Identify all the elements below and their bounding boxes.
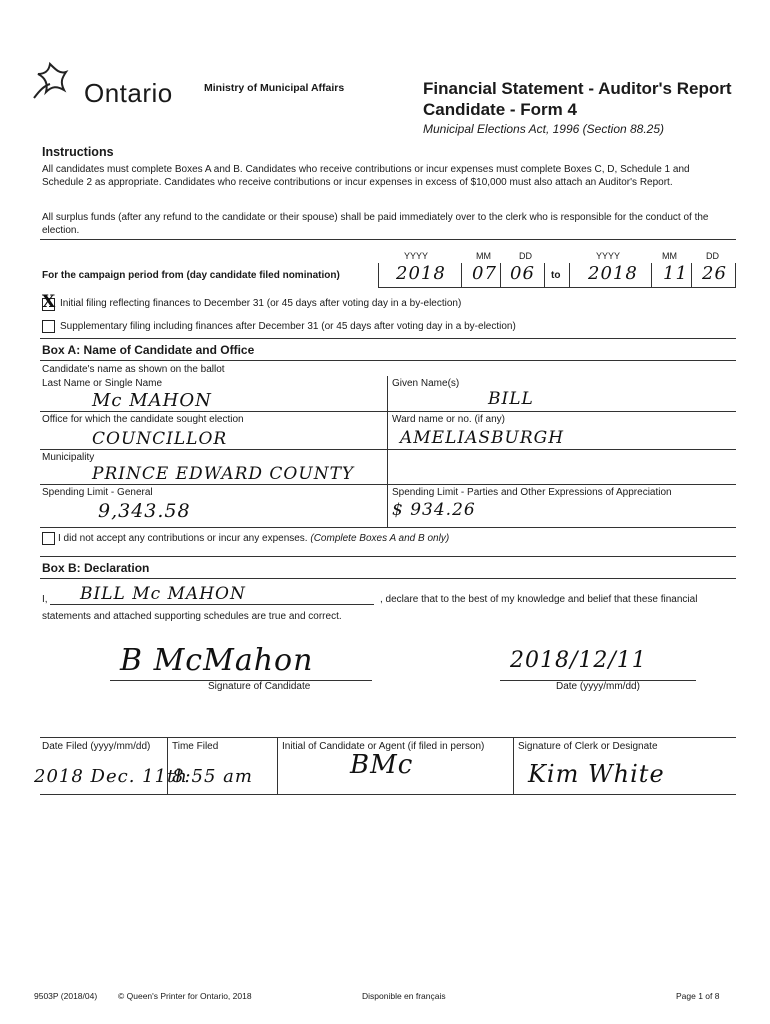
last-name-label: Last Name or Single Name bbox=[42, 378, 163, 389]
to-year-field[interactable]: 2018 bbox=[588, 263, 638, 284]
declaration-text-line2: statements and attached supporting schedules are true and correct. bbox=[42, 611, 342, 622]
form-code: 9503P (2018/04) bbox=[34, 991, 98, 1001]
clerk-signature-field[interactable]: Kim White bbox=[528, 760, 665, 788]
col-yyyy-to: YYYY bbox=[596, 251, 621, 261]
date-filed-label: Date Filed (yyyy/mm/dd) bbox=[42, 741, 151, 752]
last-name-field[interactable]: Mc MAHON bbox=[92, 390, 212, 411]
spending-limit-general-field[interactable]: 9,343.58 bbox=[98, 500, 191, 522]
no-contributions-note: (Complete Boxes A and B only) bbox=[310, 533, 450, 544]
date-filed-field[interactable]: 2018 Dec. 11th bbox=[34, 766, 188, 787]
to-month-field[interactable]: 11 bbox=[663, 263, 688, 284]
candidate-signature-label: Signature of Candidate bbox=[208, 681, 311, 692]
spending-limit-parties-label: Spending Limit - Parties and Other Expressions of Appreciation bbox=[392, 487, 672, 498]
act-reference: Municipal Elections Act, 1996 (Section 88.25) bbox=[423, 122, 665, 136]
campaign-period-label: For the campaign period from (day candidate filed nomination) bbox=[42, 270, 340, 281]
ontario-logo-text: Ontario bbox=[84, 78, 173, 108]
col-yyyy-from: YYYY bbox=[404, 251, 429, 261]
declarant-name-field[interactable]: BILL Mc MAHON bbox=[80, 584, 246, 604]
col-dd-from: DD bbox=[519, 251, 532, 261]
municipality-field[interactable]: PRINCE EDWARD COUNTY bbox=[92, 464, 355, 484]
printer-notice: © Queen's Printer for Ontario, 2018 bbox=[118, 991, 252, 1001]
ballot-name-note: Candidate's name as shown on the ballot bbox=[42, 364, 225, 375]
office-label: Office for which the candidate sought election bbox=[42, 414, 244, 425]
initial-candidate-agent-field[interactable]: BMc bbox=[350, 750, 414, 780]
ward-label: Ward name or no. (if any) bbox=[392, 414, 506, 425]
instructions-para1: All candidates must complete Boxes A and B. Candidates who receive contributions or incur expenses must complete Boxes C, D, Schedule 1 and Schedule 2 as appropriate. Candidates who receive contributions or incur expenses in excess of $10,000 must also attach an Auditor's Report. bbox=[42, 164, 690, 188]
instructions-para2: All surplus funds (after any refund to the candidate or their spouse) shall be paid immediately over to the clerk who is responsible for the conduct of the election. bbox=[42, 212, 709, 236]
supplementary-filing-checkbox[interactable] bbox=[42, 320, 55, 333]
col-mm-to: MM bbox=[662, 251, 677, 261]
time-filed-label: Time Filed bbox=[172, 741, 219, 752]
candidate-signature-field[interactable]: B McMahon bbox=[120, 643, 314, 678]
spending-limit-parties-field[interactable]: $ 934.26 bbox=[392, 500, 476, 520]
to-day-field[interactable]: 26 bbox=[702, 263, 727, 284]
from-month-field[interactable]: 07 bbox=[472, 263, 497, 284]
box-b-title: Box B: Declaration bbox=[42, 561, 150, 575]
ward-field[interactable]: AMELIASBURGH bbox=[400, 428, 565, 448]
spending-limit-general-label: Spending Limit - General bbox=[42, 487, 153, 498]
instructions-heading: Instructions bbox=[42, 145, 114, 159]
initial-filing-label: Initial filing reflecting finances to December 31 (or 45 days after voting day in a by-election) bbox=[60, 298, 462, 309]
supplementary-filing-label: Supplementary filing including finances after December 31 (or 45 days after voting day in a by-election) bbox=[60, 321, 516, 332]
given-name-field[interactable]: BILL bbox=[488, 389, 534, 409]
from-year-field[interactable]: 2018 bbox=[396, 263, 446, 284]
ministry-name: Ministry of Municipal Affairs bbox=[204, 82, 345, 94]
form-title-line2: Candidate - Form 4 bbox=[423, 100, 577, 119]
french-availability: Disponible en français bbox=[362, 991, 446, 1001]
from-day-field[interactable]: 06 bbox=[510, 263, 535, 284]
no-contributions-label bbox=[58, 533, 449, 544]
given-name-label: Given Name(s) bbox=[392, 378, 460, 389]
declaration-text: , declare that to the best of my knowledge and belief that these financial bbox=[380, 594, 698, 605]
no-contributions-text: I did not accept any contributions or incur any expenses. bbox=[58, 533, 308, 544]
clerk-signature-label: Signature of Clerk or Designate bbox=[518, 741, 658, 752]
col-dd-to: DD bbox=[706, 251, 719, 261]
time-filed-field[interactable]: 8:55 am bbox=[172, 766, 253, 787]
declaration-date-field[interactable]: 2018/12/11 bbox=[510, 648, 647, 673]
initial-filing-check-mark: X bbox=[42, 292, 57, 312]
initial-candidate-agent-label: Initial of Candidate or Agent (if filed in person) bbox=[282, 741, 485, 752]
no-contributions-checkbox[interactable] bbox=[42, 532, 55, 545]
office-field[interactable]: COUNCILLOR bbox=[92, 429, 228, 449]
period-to-label: to bbox=[551, 270, 561, 281]
declaration-i-label: I, bbox=[42, 594, 48, 605]
trillium-logo-icon bbox=[30, 60, 84, 104]
page-number: Page 1 of 8 bbox=[676, 991, 720, 1001]
box-a-title: Box A: Name of Candidate and Office bbox=[42, 343, 255, 357]
form-title-line1: Financial Statement - Auditor's Report bbox=[423, 79, 732, 98]
municipality-label: Municipality bbox=[42, 452, 95, 463]
declaration-date-label: Date (yyyy/mm/dd) bbox=[556, 681, 640, 692]
col-mm-from: MM bbox=[476, 251, 491, 261]
